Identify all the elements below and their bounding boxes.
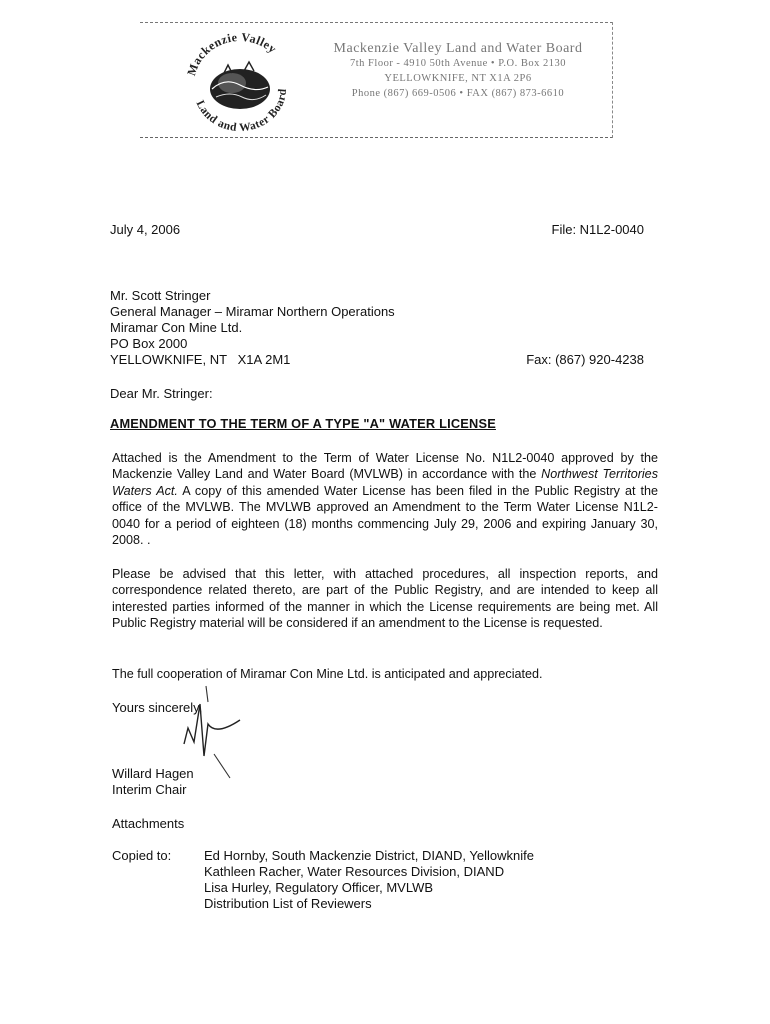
recipient-title: General Manager – Miramar Northern Operations	[110, 304, 395, 319]
recipient-city: YELLOWKNIFE, NT X1A 2M1	[110, 352, 291, 367]
subject-line: AMENDMENT TO THE TERM OF A TYPE "A" WATER LICENSE	[110, 416, 496, 431]
address-line-2: YELLOWKNIFE, NT X1A 2P6	[384, 73, 532, 84]
recipient-company: Miramar Con Mine Ltd.	[110, 320, 243, 335]
p1-act-name: Northwest Territories Waters Act.	[112, 467, 658, 498]
contact-line: Phone (867) 669-0506 • FAX (867) 873-6610	[351, 88, 565, 99]
attachments-label: Attachments	[112, 816, 185, 831]
copied-recipient-1: Ed Hornby, South Mackenzie District, DIAND, Yellowknife	[204, 848, 534, 863]
salutation: Dear Mr. Stringer:	[110, 386, 213, 401]
valediction: Yours sincerely,	[112, 700, 203, 715]
body-paragraph-1	[112, 450, 658, 548]
board-logo	[180, 27, 300, 133]
copied-to-label: Copied to:	[112, 848, 172, 863]
body-paragraph-2: Please be advised that this letter, with attached procedures, all inspection reports, and correspondence related thereto, are part of the Public Registry, and are intended to keep all interested parties informed of the manner in which the License requirements are being met. All Public Registry material will be considered if an amendment to the License is requested.	[112, 567, 658, 631]
signer-title: Interim Chair	[112, 782, 187, 797]
logo-arc-top: Mackenzie Valley	[184, 29, 280, 78]
letter-date: July 4, 2006	[110, 222, 181, 237]
letterhead	[140, 22, 613, 138]
file-number: File: N1L2-0040	[551, 222, 644, 237]
logo-arc-bottom: Land and Water Board	[193, 88, 290, 133]
p1-text-b: A copy of this amended Water License has been filed in the Public Registry at the office of the MVLWB. The MVLWB approved an Amendment to the Term Water License N1L2-0040 for a period of eighteen (18) months commencing July 29, 2006 and expiring January 30, 2008. .	[112, 483, 658, 548]
recipient-name: Mr. Scott Stringer	[110, 288, 211, 303]
address-line-1: 7th Floor - 4910 50th Avenue • P.O. Box 2130	[350, 58, 566, 69]
p1-text-a: Attached is the Amendment to the Term of Water License No. N1L2-0040 approved by the Mackenzie Valley Land and Water Board (MVLWB) in accordance with the	[112, 451, 658, 482]
copied-recipient-3: Lisa Hurley, Regulatory Officer, MVLWB	[204, 880, 434, 895]
copied-recipient-2: Kathleen Racher, Water Resources Division, DIAND	[204, 864, 505, 879]
letterhead-text	[308, 41, 608, 101]
signer-name: Willard Hagen	[112, 766, 194, 781]
board-logo-seal	[180, 27, 300, 133]
org-name: Mackenzie Valley Land and Water Board	[333, 41, 583, 56]
body-paragraph-3: The full cooperation of Miramar Con Mine Ltd. is anticipated and appreciated.	[112, 667, 543, 681]
recipient-fax: Fax: (867) 920-4238	[526, 352, 644, 367]
copied-recipient-4: Distribution List of Reviewers	[204, 896, 372, 911]
recipient-po-box: PO Box 2000	[110, 336, 188, 351]
